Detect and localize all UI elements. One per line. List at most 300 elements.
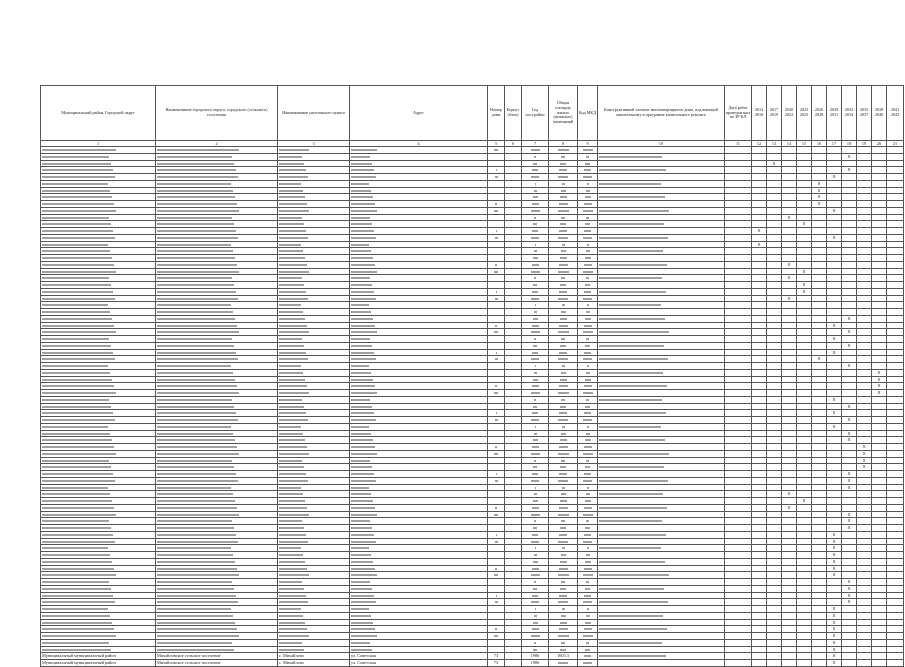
unreadable-text — [586, 190, 590, 192]
table-cell — [767, 471, 782, 478]
table-cell — [812, 558, 827, 565]
unreadable-text — [351, 163, 372, 165]
table-cell — [872, 194, 887, 201]
table-cell — [156, 167, 278, 174]
table-cell — [752, 194, 767, 201]
table-cell: 1986 — [522, 653, 549, 660]
table-cell — [522, 606, 549, 613]
table-cell — [156, 606, 278, 613]
table-cell — [278, 437, 350, 444]
table-cell — [549, 531, 578, 538]
table-cell — [797, 187, 812, 194]
table-cell — [752, 518, 767, 525]
table-cell — [797, 491, 812, 498]
table-cell — [857, 525, 872, 532]
table-cell — [857, 241, 872, 248]
unreadable-text — [157, 601, 238, 603]
table-cell — [488, 376, 505, 383]
unreadable-text — [42, 237, 115, 239]
table-cell — [857, 518, 872, 525]
table-cell: ул. Советская — [350, 653, 488, 660]
unreadable-text — [583, 514, 593, 516]
table-cell — [522, 619, 549, 626]
table-cell — [725, 390, 752, 397]
table-cell — [857, 403, 872, 410]
unreadable-text — [42, 311, 110, 313]
unreadable-text — [279, 331, 309, 333]
unreadable-text — [599, 574, 669, 576]
table-row — [41, 565, 904, 572]
table-cell — [725, 329, 752, 336]
unreadable-text — [279, 190, 303, 192]
table-cell — [725, 639, 752, 646]
table-cell — [827, 248, 842, 255]
unreadable-text — [560, 284, 566, 286]
table-cell — [598, 187, 725, 194]
table-cell — [782, 322, 797, 329]
table-cell — [725, 498, 752, 505]
table-cell — [505, 221, 522, 228]
table-cell — [278, 579, 350, 586]
unreadable-text — [494, 392, 498, 394]
planned-mark: X — [842, 477, 857, 484]
table-cell — [872, 606, 887, 613]
planned-mark: X — [827, 565, 842, 572]
table-cell — [488, 174, 505, 181]
table-cell — [842, 565, 857, 572]
table-cell — [887, 531, 904, 538]
table-cell — [578, 646, 598, 653]
table-cell — [872, 484, 887, 491]
table-cell — [812, 471, 827, 478]
table-cell — [278, 201, 350, 208]
table-cell — [797, 430, 812, 437]
table-cell — [872, 417, 887, 424]
unreadable-text — [279, 439, 305, 441]
table-cell — [842, 214, 857, 221]
table-row — [41, 282, 904, 289]
capital-repair-table — [40, 85, 904, 667]
unreadable-text — [533, 223, 537, 225]
table-cell — [350, 403, 488, 410]
table-cell — [782, 147, 797, 154]
table-cell — [725, 417, 752, 424]
table-cell — [767, 484, 782, 491]
table-cell — [827, 214, 842, 221]
table-cell — [797, 147, 812, 154]
table-cell — [782, 396, 797, 403]
table-cell — [522, 423, 549, 430]
table-cell — [350, 585, 488, 592]
table-cell — [522, 518, 549, 525]
table-cell — [522, 612, 549, 619]
table-cell — [156, 356, 278, 363]
table-cell — [505, 363, 522, 370]
unreadable-text — [599, 507, 667, 509]
table-cell — [278, 572, 350, 579]
table-cell — [505, 390, 522, 397]
table-cell — [842, 633, 857, 640]
unreadable-text — [532, 385, 539, 387]
planned-mark: X — [842, 599, 857, 606]
table-cell — [857, 302, 872, 309]
table-cell — [812, 531, 827, 538]
table-cell — [767, 322, 782, 329]
table-cell — [797, 612, 812, 619]
table-cell — [350, 504, 488, 511]
unreadable-text — [583, 358, 592, 360]
table-cell — [872, 322, 887, 329]
table-cell — [156, 282, 278, 289]
unreadable-text — [42, 574, 116, 576]
table-cell — [549, 207, 578, 214]
table-cell — [752, 484, 767, 491]
unreadable-text — [558, 392, 569, 394]
table-cell — [278, 207, 350, 214]
unreadable-text — [351, 271, 377, 273]
table-cell — [41, 471, 156, 478]
table-cell — [752, 531, 767, 538]
column-number: 12 — [752, 141, 767, 147]
table-cell — [782, 464, 797, 471]
table-cell — [872, 349, 887, 356]
table-cell — [278, 228, 350, 235]
unreadable-text — [42, 466, 111, 468]
table-cell — [505, 248, 522, 255]
table-cell — [278, 646, 350, 653]
unreadable-text — [279, 223, 304, 225]
table-cell — [598, 511, 725, 518]
unreadable-text — [559, 230, 567, 232]
table-cell — [505, 295, 522, 302]
unreadable-text — [157, 358, 238, 360]
table-cell — [522, 302, 549, 309]
unreadable-text — [279, 628, 307, 630]
table-cell — [350, 234, 488, 241]
table-cell — [350, 646, 488, 653]
table-cell — [857, 498, 872, 505]
table-cell — [578, 417, 598, 424]
table-cell — [278, 417, 350, 424]
planned-mark: X — [827, 396, 842, 403]
table-cell — [549, 268, 578, 275]
table-cell — [812, 660, 827, 667]
table-cell: Муниципальный муниципальный район — [41, 660, 156, 667]
unreadable-text — [157, 460, 232, 462]
unreadable-text — [585, 196, 591, 198]
unreadable-text — [42, 615, 110, 617]
table-cell — [522, 180, 549, 187]
table-cell — [488, 194, 505, 201]
table-cell — [522, 268, 549, 275]
table-cell — [872, 329, 887, 336]
table-row — [41, 633, 904, 640]
table-cell — [522, 498, 549, 505]
table-cell — [797, 619, 812, 626]
table-cell — [278, 552, 350, 559]
table-cell — [488, 592, 505, 599]
unreadable-text — [583, 298, 592, 300]
planned-mark: X — [842, 585, 857, 592]
unreadable-text — [558, 574, 569, 576]
unreadable-text — [532, 264, 539, 266]
table-cell — [522, 531, 549, 538]
table-cell — [725, 464, 752, 471]
table-row — [41, 531, 904, 538]
table-cell — [41, 518, 156, 525]
table-cell — [797, 585, 812, 592]
table-cell — [752, 437, 767, 444]
planned-mark: X — [752, 241, 767, 248]
table-cell — [812, 221, 827, 228]
table-cell — [752, 626, 767, 633]
unreadable-text — [351, 473, 374, 475]
table-cell — [887, 248, 904, 255]
table-cell — [887, 626, 904, 633]
table-cell — [725, 396, 752, 403]
table-cell — [350, 363, 488, 370]
table-cell — [156, 572, 278, 579]
table-cell — [522, 342, 549, 349]
unreadable-text — [533, 439, 538, 441]
unreadable-text — [42, 588, 111, 590]
table-cell — [505, 194, 522, 201]
table-cell — [505, 464, 522, 471]
table-cell — [812, 275, 827, 282]
unreadable-text — [351, 156, 370, 158]
planned-mark: X — [797, 498, 812, 505]
table-cell — [41, 261, 156, 268]
table-cell — [872, 457, 887, 464]
table-row — [41, 572, 904, 579]
unreadable-text — [584, 291, 591, 293]
table-cell — [725, 633, 752, 640]
unreadable-text — [599, 439, 665, 441]
table-cell — [827, 457, 842, 464]
table-cell — [872, 579, 887, 586]
table-cell — [887, 585, 904, 592]
unreadable-text — [531, 453, 540, 455]
unreadable-text — [534, 581, 536, 583]
table-cell — [872, 552, 887, 559]
unreadable-text — [599, 493, 663, 495]
table-cell — [598, 498, 725, 505]
table-cell — [522, 477, 549, 484]
unreadable-text — [279, 298, 308, 300]
unreadable-text — [279, 574, 309, 576]
table-cell — [488, 531, 505, 538]
table-cell — [725, 201, 752, 208]
table-cell — [578, 660, 598, 667]
table-cell — [782, 342, 797, 349]
unreadable-text — [587, 608, 589, 610]
table-cell — [505, 518, 522, 525]
table-cell — [522, 592, 549, 599]
table-cell — [797, 403, 812, 410]
table-cell — [156, 329, 278, 336]
table-cell — [752, 491, 767, 498]
planned-mark: X — [797, 282, 812, 289]
table-cell — [887, 457, 904, 464]
column-header: Адрес — [350, 86, 488, 141]
unreadable-text — [585, 257, 591, 259]
unreadable-text — [585, 527, 590, 529]
table-cell — [578, 167, 598, 174]
table-cell — [872, 464, 887, 471]
unreadable-text — [585, 345, 590, 347]
table-cell — [782, 639, 797, 646]
table-cell — [278, 376, 350, 383]
unreadable-text — [279, 264, 307, 266]
table-cell — [725, 585, 752, 592]
unreadable-text — [42, 176, 115, 178]
unreadable-text — [42, 608, 108, 610]
unreadable-text — [535, 365, 536, 367]
unreadable-text — [560, 406, 566, 408]
unreadable-text — [561, 372, 566, 374]
table-cell — [350, 484, 488, 491]
unreadable-text — [531, 541, 539, 543]
table-cell — [872, 592, 887, 599]
unreadable-text — [584, 534, 591, 536]
unreadable-text — [561, 554, 566, 556]
unreadable-text — [496, 352, 497, 354]
table-cell — [782, 660, 797, 667]
unreadable-text — [533, 284, 537, 286]
table-cell — [725, 457, 752, 464]
unreadable-text — [157, 223, 234, 225]
unreadable-text — [351, 453, 377, 455]
table-cell — [725, 606, 752, 613]
table-cell — [505, 180, 522, 187]
table-cell — [782, 633, 797, 640]
table-cell — [598, 390, 725, 397]
unreadable-text — [351, 480, 376, 482]
table-cell — [549, 498, 578, 505]
unreadable-text — [585, 406, 590, 408]
table-cell — [350, 498, 488, 505]
unreadable-text — [558, 149, 569, 151]
table-cell — [725, 369, 752, 376]
unreadable-text — [279, 237, 308, 239]
table-cell — [598, 315, 725, 322]
unreadable-text — [351, 210, 377, 212]
unreadable-text — [496, 291, 497, 293]
unreadable-text — [535, 487, 536, 489]
unreadable-text — [599, 615, 663, 617]
table-cell — [522, 363, 549, 370]
table-cell — [549, 639, 578, 646]
table-cell — [350, 430, 488, 437]
table-cell — [842, 646, 857, 653]
table-cell — [725, 241, 752, 248]
table-cell — [857, 275, 872, 282]
table-cell — [797, 579, 812, 586]
table-cell — [488, 444, 505, 451]
unreadable-text — [157, 365, 231, 367]
table-cell — [41, 423, 156, 430]
unreadable-text — [583, 601, 592, 603]
table-cell — [797, 376, 812, 383]
table-cell — [797, 646, 812, 653]
table-cell — [782, 592, 797, 599]
table-cell — [278, 558, 350, 565]
table-cell — [782, 194, 797, 201]
column-number: 2 — [156, 141, 278, 147]
table-cell — [578, 187, 598, 194]
table-row — [41, 329, 904, 336]
table-cell — [752, 545, 767, 552]
table-cell — [752, 295, 767, 302]
table-cell — [598, 309, 725, 316]
unreadable-text — [531, 176, 539, 178]
table-cell — [842, 248, 857, 255]
table-cell — [752, 221, 767, 228]
table-cell — [156, 363, 278, 370]
table-cell — [578, 241, 598, 248]
unreadable-text — [561, 642, 565, 644]
table-cell — [350, 369, 488, 376]
table-cell — [156, 585, 278, 592]
unreadable-text — [279, 493, 303, 495]
table-cell — [505, 396, 522, 403]
unreadable-text — [351, 460, 370, 462]
table-cell — [549, 592, 578, 599]
table-cell — [505, 376, 522, 383]
unreadable-text — [279, 325, 307, 327]
table-cell — [549, 160, 578, 167]
table-cell — [872, 363, 887, 370]
table-cell — [782, 153, 797, 160]
table-cell — [887, 322, 904, 329]
unreadable-text — [279, 473, 306, 475]
unreadable-text — [494, 331, 498, 333]
unreadable-text — [351, 649, 372, 651]
table-cell — [767, 498, 782, 505]
table-cell — [505, 201, 522, 208]
unreadable-text — [583, 574, 593, 576]
table-cell — [797, 545, 812, 552]
table-cell — [278, 484, 350, 491]
table-cell — [767, 558, 782, 565]
table-cell — [797, 295, 812, 302]
unreadable-text — [42, 406, 111, 408]
unreadable-text — [351, 298, 376, 300]
unreadable-text — [559, 325, 568, 327]
table-cell — [797, 518, 812, 525]
table-cell — [725, 255, 752, 262]
table-cell — [797, 201, 812, 208]
table-cell — [41, 403, 156, 410]
planned-mark: X — [812, 201, 827, 208]
unreadable-text — [279, 527, 304, 529]
table-cell — [350, 417, 488, 424]
table-cell — [41, 606, 156, 613]
unreadable-text — [157, 574, 239, 576]
unreadable-text — [279, 196, 305, 198]
table-cell — [156, 444, 278, 451]
unreadable-text — [351, 534, 374, 536]
table-cell — [842, 538, 857, 545]
unreadable-text — [599, 345, 664, 347]
table-cell — [872, 572, 887, 579]
table-cell — [156, 160, 278, 167]
table-cell — [549, 302, 578, 309]
table-cell — [857, 646, 872, 653]
unreadable-text — [558, 514, 569, 516]
table-cell — [857, 147, 872, 154]
table-row — [41, 653, 904, 660]
